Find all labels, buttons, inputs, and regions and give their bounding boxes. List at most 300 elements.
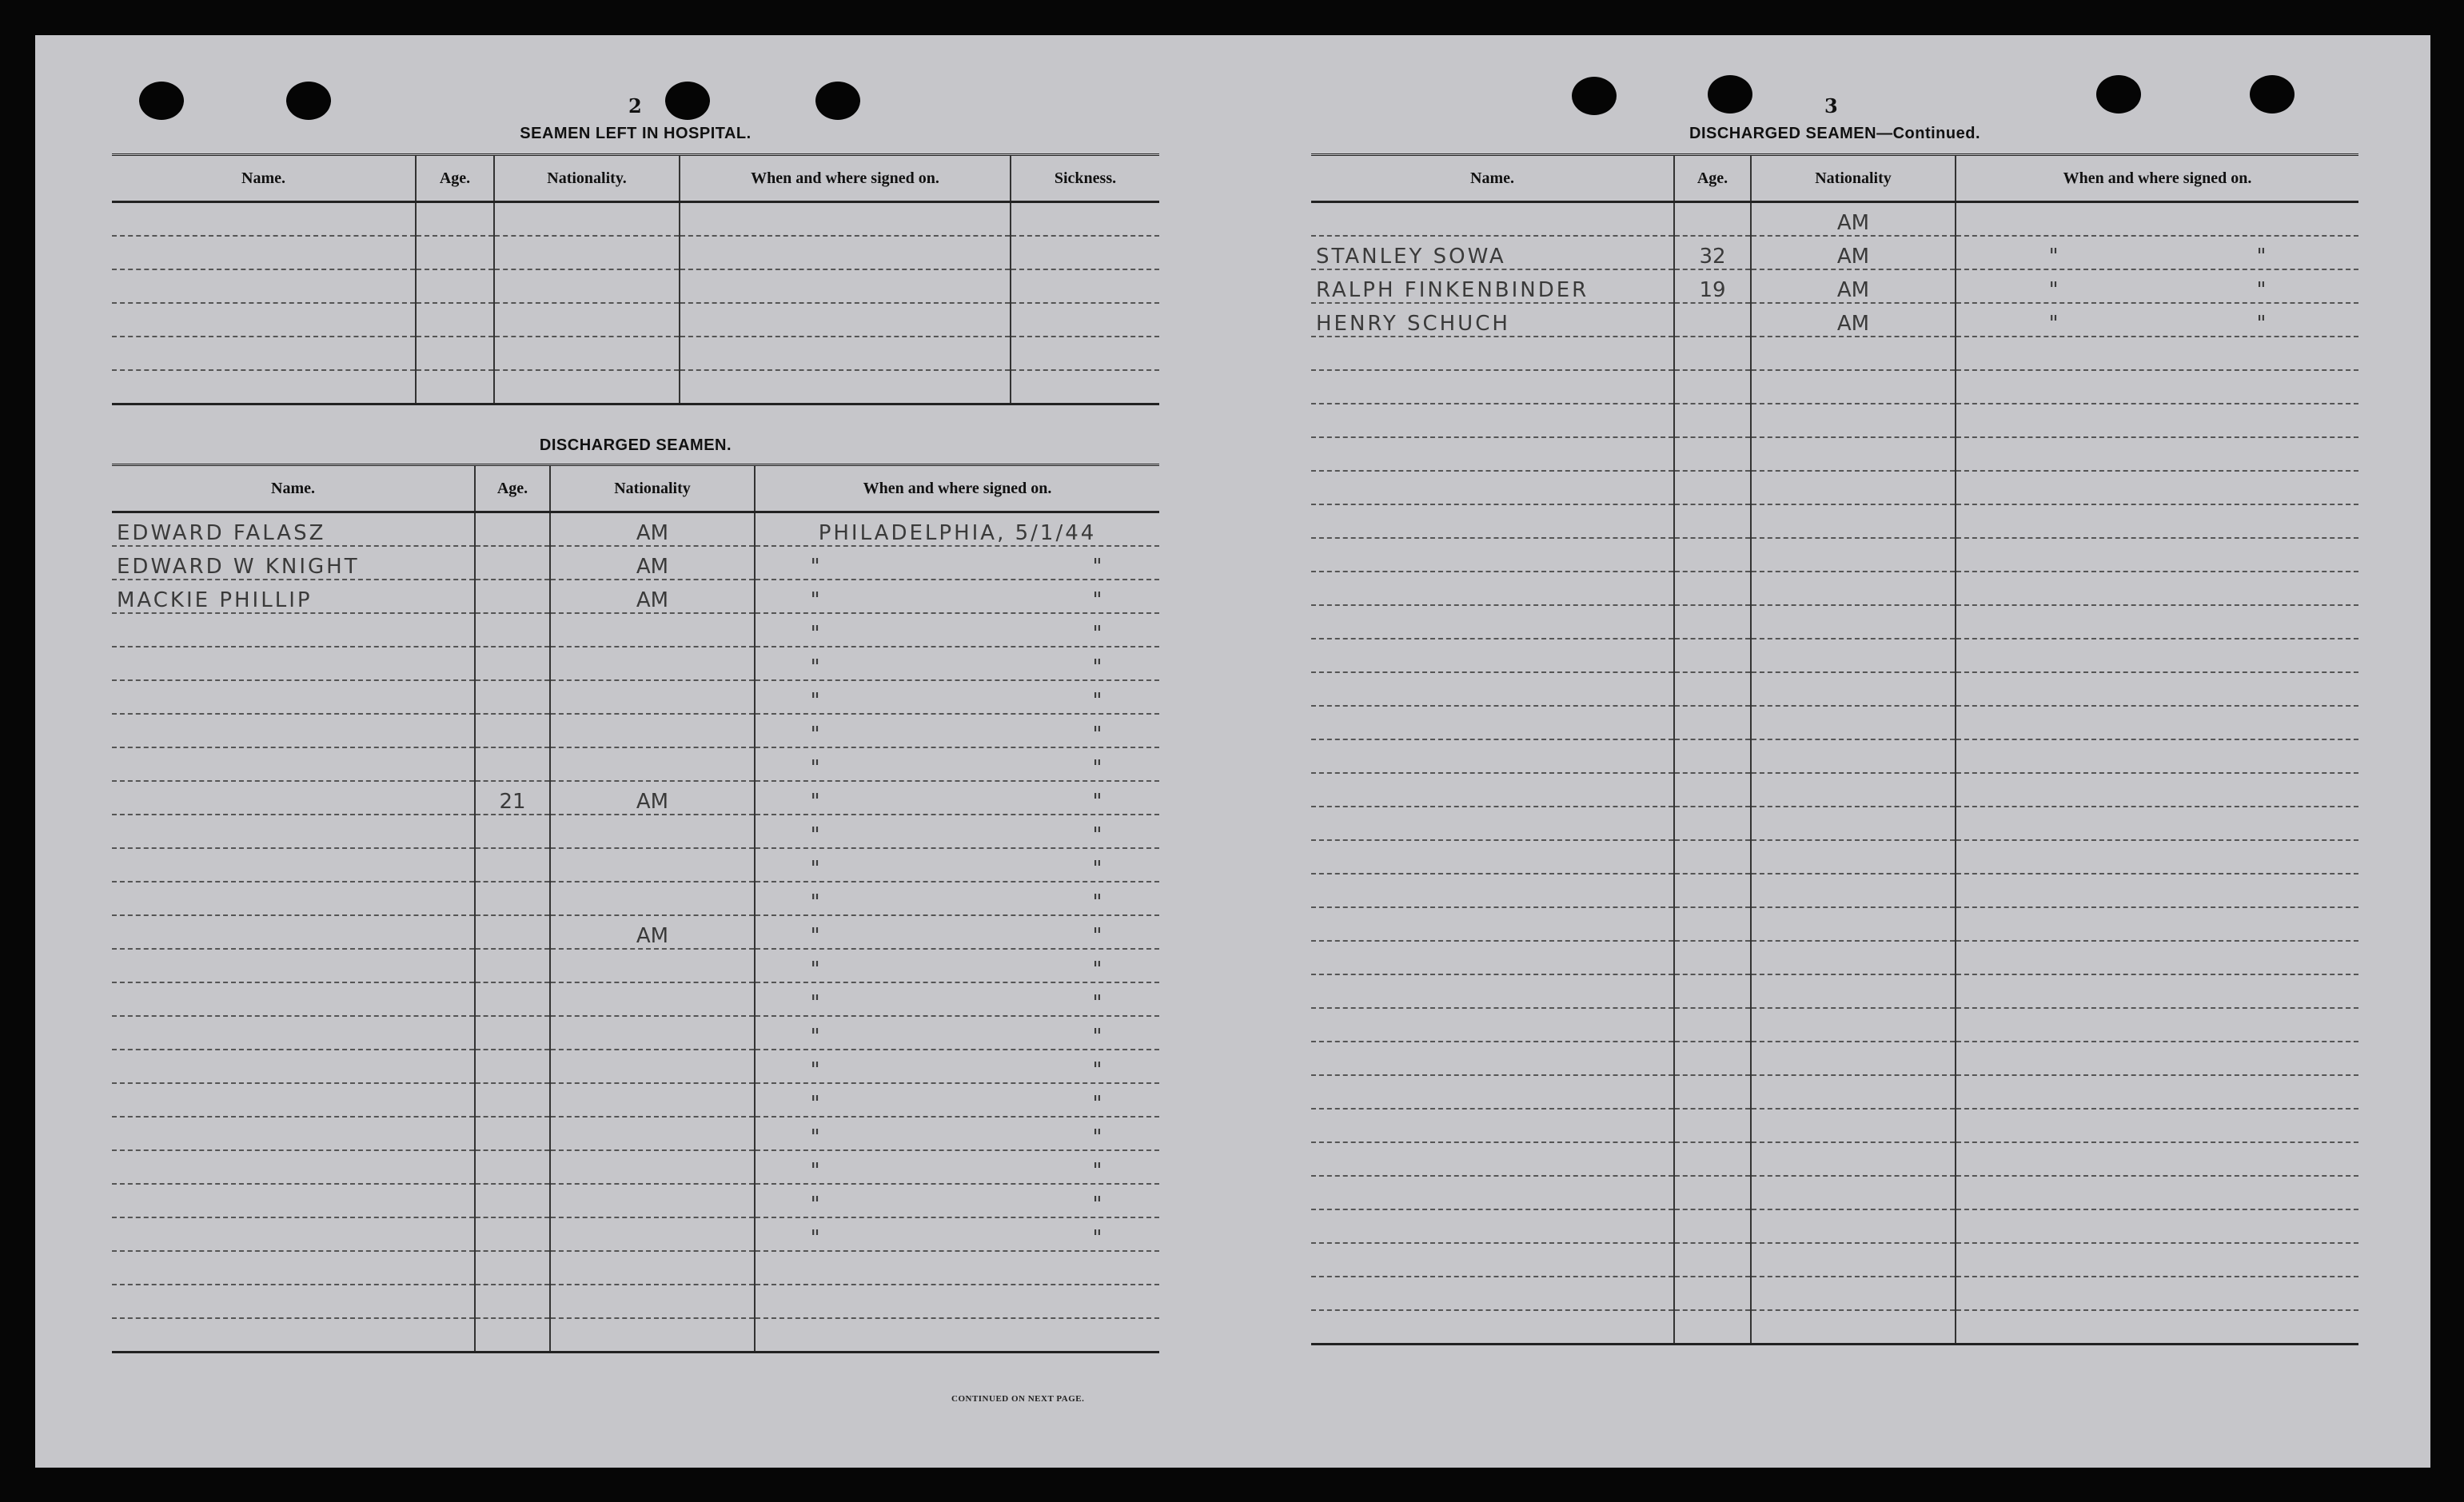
table-row [1311,672,2358,706]
table-cell [1311,807,1674,840]
table-cell [1674,471,1751,504]
table-cell [1674,538,1751,572]
seaman-age [475,982,550,1016]
table-cell [1311,1142,1674,1176]
table-cell [1674,1243,1751,1277]
seaman-age [1674,202,1751,237]
seaman-name: HENRY SCHUCH [1311,303,1674,337]
seaman-signed-on: " " [755,580,1159,613]
table-cell [1674,605,1751,639]
seaman-name [112,982,475,1016]
seaman-nationality [550,1016,755,1050]
table-row [1311,739,2358,773]
table-cell [1311,337,1674,370]
table-cell [680,337,1011,370]
table-row [112,781,1159,815]
seaman-nationality [550,1251,755,1285]
table-row [1311,1310,2358,1345]
table-row [1311,1243,2358,1277]
table-cell [1674,572,1751,605]
seaman-nationality [550,747,755,781]
table-cell [1751,974,1956,1008]
column-header: When and where signed on. [755,465,1159,512]
seaman-age [475,1150,550,1184]
table-row [1311,1142,2358,1176]
table-cell [1751,1209,1956,1243]
table-cell [1674,1042,1751,1075]
table-cell [1011,370,1159,404]
table-row [1311,773,2358,807]
table-cell [1311,907,1674,941]
seaman-signed-on: " " [755,882,1159,915]
seaman-signed-on: " " [1956,303,2358,337]
table-cell [680,269,1011,303]
table-cell [1751,1310,1956,1345]
seaman-name [112,949,475,982]
table-cell [1311,1042,1674,1075]
table-cell [1311,1209,1674,1243]
table-cell [1956,572,2358,605]
table-cell [1751,1075,1956,1109]
table-cell [1956,605,2358,639]
discharged-body [112,512,1159,1353]
seaman-nationality: AM [1751,269,1956,303]
table-row [112,202,1159,237]
seaman-nationality [550,1318,755,1353]
table-cell [1674,437,1751,471]
seaman-nationality [550,1184,755,1217]
table-cell [1674,907,1751,941]
table-cell [1674,840,1751,874]
seaman-age [475,949,550,982]
table-row [112,1184,1159,1217]
table-row [1311,1109,2358,1142]
seaman-nationality [550,882,755,915]
table-cell [1311,941,1674,974]
table-row [112,236,1159,269]
table-cell [1311,404,1674,437]
table-cell [1674,1008,1751,1042]
table-cell [494,337,680,370]
table-cell [1751,538,1956,572]
table-cell [1751,404,1956,437]
seaman-nationality [550,848,755,882]
table-cell [1011,202,1159,237]
seaman-nationality [550,613,755,647]
table-cell [1751,706,1956,739]
table-row [112,815,1159,848]
seaman-name [112,1117,475,1150]
table-row [112,1050,1159,1083]
table-row [1311,840,2358,874]
seaman-signed-on: " " [755,1117,1159,1150]
table-cell [1674,874,1751,907]
table-row [112,1285,1159,1318]
seaman-name [112,1150,475,1184]
table-cell [1674,1209,1751,1243]
table-cell [1956,840,2358,874]
seaman-name [112,1285,475,1318]
seaman-name: STANLEY SOWA [1311,236,1674,269]
seaman-nationality: AM [550,546,755,580]
table-cell [1956,1176,2358,1209]
seaman-signed-on: " " [755,915,1159,949]
table-cell [416,303,494,337]
seaman-name [112,1050,475,1083]
table-cell [1311,773,1674,807]
table-cell [1674,1075,1751,1109]
table-cell [1956,1209,2358,1243]
table-row [1311,1008,2358,1042]
seaman-name [112,781,475,815]
binder-hole [139,82,184,120]
table-cell [1751,605,1956,639]
table-cell [1311,974,1674,1008]
table-cell [1751,1042,1956,1075]
table-cell [1674,504,1751,538]
seaman-nationality [550,1050,755,1083]
seaman-name [112,915,475,949]
table-cell [494,269,680,303]
table-row [1311,1209,2358,1243]
seaman-age [475,714,550,747]
table-cell [1311,370,1674,404]
seaman-signed-on: " " [755,1184,1159,1217]
table-cell [1751,1277,1956,1310]
table-cell [1011,303,1159,337]
table-cell [1311,1075,1674,1109]
seaman-signed-on [755,1285,1159,1318]
table-row [112,337,1159,370]
table-cell [1751,807,1956,840]
column-header: Name. [1311,155,1674,202]
table-row [1311,337,2358,370]
seaman-nationality: AM [1751,236,1956,269]
table-row [112,982,1159,1016]
seaman-age [475,915,550,949]
table-cell [112,236,416,269]
table-row [1311,1042,2358,1075]
table-cell [1751,437,1956,471]
table-cell [1674,1109,1751,1142]
seaman-nationality [550,1083,755,1117]
seaman-name [112,1083,475,1117]
binder-hole [1708,75,1752,114]
seaman-signed-on: " " [755,1217,1159,1251]
seaman-nationality: AM [550,781,755,815]
table-cell [1674,370,1751,404]
table-row [1311,236,2358,269]
table-cell [1956,1142,2358,1176]
hospital-header-row [112,155,1159,202]
seaman-signed-on: " " [755,1083,1159,1117]
seaman-name [112,747,475,781]
seaman-name [112,680,475,714]
seaman-age [475,1083,550,1117]
table-row [112,1150,1159,1184]
seaman-nationality: AM [1751,202,1956,237]
seaman-signed-on: " " [755,1050,1159,1083]
seaman-name [1311,202,1674,237]
column-header: When and where signed on. [1956,155,2358,202]
binder-hole [2096,75,2141,114]
seaman-name [112,848,475,882]
seaman-name: EDWARD W KNIGHT [112,546,475,580]
table-cell [1956,907,2358,941]
table-cell [1674,639,1751,672]
table-cell [112,303,416,337]
table-row [1311,807,2358,840]
table-row [1311,303,2358,337]
column-header: Nationality [1751,155,1956,202]
binder-hole [815,82,860,120]
table-cell [1956,807,2358,840]
seaman-signed-on: " " [755,781,1159,815]
table-row [112,848,1159,882]
table-cell [1751,639,1956,672]
seaman-age [475,815,550,848]
seaman-signed-on: " " [1956,236,2358,269]
seaman-signed-on: PHILADELPHIA, 5/1/44 [755,512,1159,547]
seaman-name [112,1318,475,1353]
table-cell [112,370,416,404]
table-cell [1956,1310,2358,1345]
table-cell [1956,639,2358,672]
column-header: Name. [112,155,416,202]
table-cell [1674,404,1751,437]
table-cell [112,269,416,303]
seaman-age: 32 [1674,236,1751,269]
table-cell [1751,471,1956,504]
table-row [112,546,1159,580]
table-cell [1311,572,1674,605]
column-header: Age. [416,155,494,202]
table-row [112,1318,1159,1353]
table-row [112,680,1159,714]
seaman-age [475,613,550,647]
table-cell [1751,874,1956,907]
table-cell [416,269,494,303]
table-cell [1956,337,2358,370]
seaman-nationality [550,1285,755,1318]
table-cell [680,236,1011,269]
table-row [1311,404,2358,437]
column-header: When and where signed on. [680,155,1011,202]
table-cell [1956,773,2358,807]
table-cell [1311,1310,1674,1345]
table-cell [1956,1277,2358,1310]
discharged-header-row [112,465,1159,512]
seaman-name [112,882,475,915]
seaman-signed-on: " " [755,815,1159,848]
table-row [112,882,1159,915]
table-row [1311,706,2358,739]
table-cell [1956,672,2358,706]
column-header: Nationality [550,465,755,512]
seaman-name [112,815,475,848]
table-cell [1674,1142,1751,1176]
table-cell [494,236,680,269]
table-cell [1956,404,2358,437]
table-cell [1956,974,2358,1008]
table-cell [1956,1109,2358,1142]
seaman-nationality [550,680,755,714]
binder-hole [1572,77,1617,115]
seaman-age [475,580,550,613]
seaman-nationality [550,815,755,848]
seaman-age [1674,303,1751,337]
seaman-signed-on: " " [755,613,1159,647]
table-row [1311,605,2358,639]
table-row [112,1117,1159,1150]
table-cell [1956,1008,2358,1042]
seaman-signed-on: " " [755,714,1159,747]
seaman-age: 19 [1674,269,1751,303]
table-row [112,1083,1159,1117]
table-cell [494,202,680,237]
seaman-signed-on [755,1318,1159,1353]
seaman-nationality [550,1150,755,1184]
table-cell [1011,337,1159,370]
table-cell [1956,706,2358,739]
seaman-nationality [550,949,755,982]
hospital-title: SEAMEN LEFT IN HOSPITAL. [520,125,752,142]
table-cell [1311,605,1674,639]
seaman-nationality [550,982,755,1016]
table-row [1311,974,2358,1008]
table-row [112,303,1159,337]
table-cell [1674,739,1751,773]
table-cell [1311,1243,1674,1277]
seaman-age [475,1251,550,1285]
seaman-name: EDWARD FALASZ [112,512,475,547]
table-cell [1311,1277,1674,1310]
table-cell [1751,572,1956,605]
seaman-signed-on: " " [755,949,1159,982]
seaman-nationality [550,1217,755,1251]
table-cell [1956,538,2358,572]
table-cell [1311,437,1674,471]
table-row [1311,437,2358,471]
table-row [1311,538,2358,572]
table-cell [1956,1075,2358,1109]
table-cell [1674,807,1751,840]
table-cell [680,370,1011,404]
seaman-nationality: AM [550,915,755,949]
table-row [1311,639,2358,672]
table-cell [1311,1176,1674,1209]
seaman-name [112,1251,475,1285]
table-row [112,1251,1159,1285]
seaman-signed-on [755,1251,1159,1285]
seaman-signed-on: " " [1956,269,2358,303]
table-cell [1751,941,1956,974]
table-cell [494,370,680,404]
seaman-age [475,1117,550,1150]
table-cell [416,337,494,370]
table-cell [1751,739,1956,773]
table-cell [1956,1243,2358,1277]
table-cell [1751,907,1956,941]
binder-hole [665,82,710,120]
table-cell [1674,1310,1751,1345]
table-row [112,1016,1159,1050]
seaman-signed-on [1956,202,2358,237]
table-row [112,512,1159,547]
seaman-nationality: AM [550,580,755,613]
table-cell [1311,538,1674,572]
seaman-name: RALPH FINKENBINDER [1311,269,1674,303]
seaman-age [475,882,550,915]
table-cell [1956,504,2358,538]
seaman-signed-on: " " [755,982,1159,1016]
seaman-age [475,1050,550,1083]
seaman-age [475,1217,550,1251]
table-cell [1674,706,1751,739]
table-cell [1751,370,1956,404]
table-row [112,647,1159,680]
table-row [112,714,1159,747]
table-row [112,949,1159,982]
seaman-age [475,546,550,580]
column-header: Age. [1674,155,1751,202]
table-row [1311,1176,2358,1209]
seaman-nationality [550,647,755,680]
table-cell [1674,1176,1751,1209]
table-row [112,580,1159,613]
seaman-name [112,1184,475,1217]
table-cell [1311,639,1674,672]
table-cell [1751,1109,1956,1142]
table-row [1311,202,2358,237]
table-cell [1956,437,2358,471]
seaman-name [112,1217,475,1251]
seaman-name [112,1016,475,1050]
seaman-signed-on: " " [755,1016,1159,1050]
table-row [1311,572,2358,605]
table-row [1311,1277,2358,1310]
table-row [112,269,1159,303]
seaman-signed-on: " " [755,647,1159,680]
seaman-age [475,747,550,781]
table-row [1311,471,2358,504]
table-cell [1311,706,1674,739]
continued-note: CONTINUED ON NEXT PAGE. [951,1394,1085,1404]
table-cell [1751,840,1956,874]
table-cell [1751,337,1956,370]
seaman-nationality [550,1117,755,1150]
table-row [1311,370,2358,404]
table-cell [494,303,680,337]
table-cell [1751,1142,1956,1176]
binder-hole [2250,75,2295,114]
table-cell [416,236,494,269]
table-row [112,370,1159,404]
table-row [1311,1075,2358,1109]
table-cell [1311,471,1674,504]
table-cell [1751,672,1956,706]
seaman-name [112,714,475,747]
table-cell [1674,337,1751,370]
table-row [112,613,1159,647]
table-cell [112,337,416,370]
column-header: Sickness. [1011,155,1159,202]
seaman-nationality: AM [1751,303,1956,337]
table-cell [1311,874,1674,907]
hospital-table [112,153,1159,405]
hospital-body [112,202,1159,404]
table-cell [1751,773,1956,807]
